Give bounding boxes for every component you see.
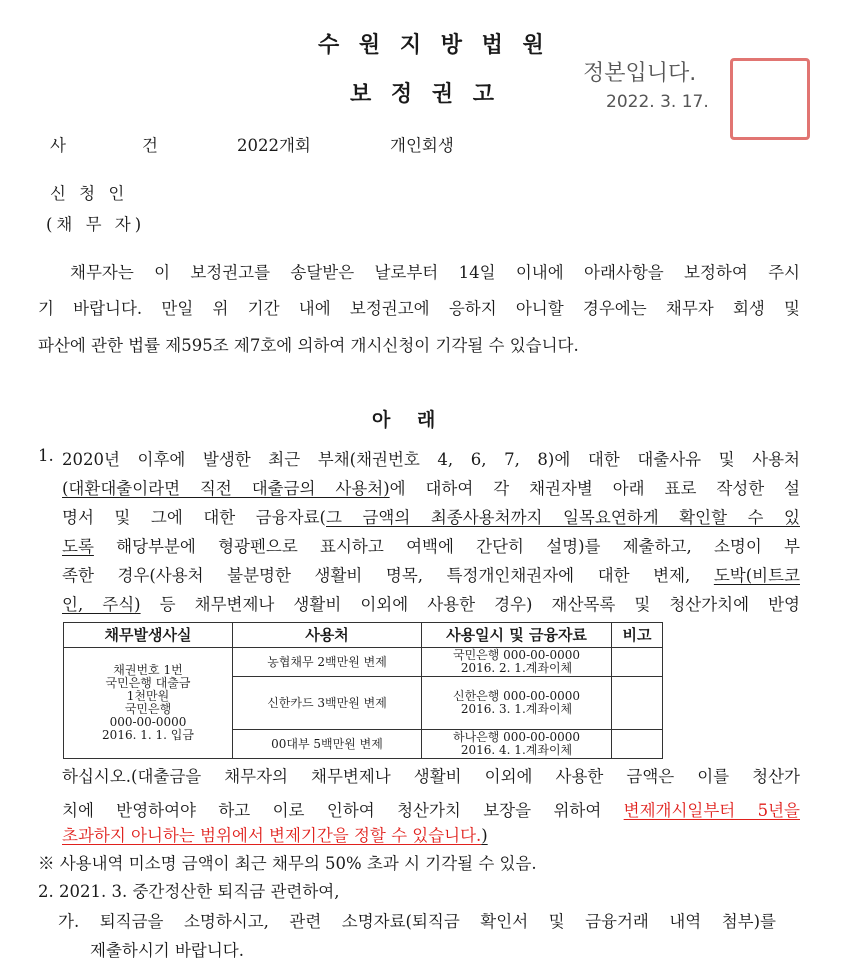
bank-account: 하나은행 000-00-0000 [452, 730, 580, 744]
case-label-2: 건 [142, 136, 158, 155]
underlined-text: (대환대출이라면 직전 대출금의 사용처) [62, 479, 390, 498]
item-1-line: 2020년 이후에 발생한 최근 부채(채권번호 4, 6, 7, 8)에 대한 대출사유 및 사용처 [62, 450, 800, 469]
court-seal [730, 58, 810, 140]
note-cell [612, 677, 663, 730]
intro-line: 기 바랍니다. 만일 위 기간 내에 보정권고에 응하지 아니할 경우에는 채무자 회생 및 [38, 299, 800, 318]
underlined-text: 그 금액의 최종사용처까지 일목요연하게 확인할 수 있 [326, 508, 800, 527]
fact-line: 2016. 1. 1. 입금 [102, 728, 194, 742]
item-1-line [62, 504, 800, 528]
bank-record-cell [422, 730, 612, 759]
table-header: 비고 [612, 623, 663, 648]
text: 명서 및 그에 대한 금융자료( [62, 508, 326, 527]
case-type: 개인회생 [390, 136, 454, 155]
underlined-text: 도박(비트코 [713, 566, 800, 585]
table-header: 사용일시 및 금융자료 [422, 623, 612, 648]
warning-note: ※ 사용내역 미소명 금액이 최근 채무의 50% 초과 시 기각될 수 있음. [38, 854, 537, 873]
bank-account: 국민은행 000-00-0000 [452, 648, 580, 662]
fact-line: 채권번호 1번 [113, 663, 183, 677]
usage-cell: 농협채무 2백만원 변제 [233, 648, 422, 677]
intro-line: 채무자는 이 보정권고를 송달받은 날로부터 14일 이내에 아래사항을 보정하여 주시 [70, 263, 800, 282]
text: 에 대하여 각 채권자별 아래 표로 작성한 설 [389, 479, 800, 498]
case-number: 2022개회 [237, 136, 311, 155]
item-1-number: 1. [38, 446, 54, 465]
item-1-line [62, 562, 800, 586]
note-cell [612, 730, 663, 759]
case-label-1: 사 [50, 136, 66, 155]
highlighted-text: 변제개시일부터 5년을 [623, 801, 800, 820]
text: 치에 반영하여야 하고 이로 인하여 청산가치 보장을 위하여 [62, 801, 624, 820]
usage-cell: 신한카드 3백만원 변제 [233, 677, 422, 730]
document-title: 보 정 권 고 [350, 82, 500, 107]
fact-line: 1천만원 [126, 689, 170, 703]
item-1-line [62, 797, 800, 821]
note-cell [612, 648, 663, 677]
bank-record-cell [422, 677, 612, 730]
fact-line: 국민은행 [124, 702, 172, 716]
bank-record-cell [422, 648, 612, 677]
debt-usage-table [63, 622, 663, 759]
underlined-text: 인, 주식) [62, 595, 141, 614]
applicant-label: 신 청 인 [50, 184, 129, 203]
debt-fact-cell [64, 648, 233, 759]
debtor-label: (채 무 자) [46, 215, 146, 234]
text: 등 채무변제나 생활비 이외에 사용한 경우) 재산목록 및 청산가치에 반영 [140, 595, 800, 614]
intro-line: 파산에 관한 법률 제595조 제7호에 의하여 개시신청이 기각될 수 있습니다. [38, 336, 579, 355]
text: ) [481, 826, 488, 845]
transfer-date: 2016. 4. 1.계좌이체 [460, 743, 573, 757]
below-heading: 아 래 [372, 409, 446, 431]
underlined-text: 도록 [62, 537, 94, 556]
item-2-line: 2. 2021. 3. 중간정산한 퇴직금 관련하여, [38, 882, 340, 901]
court-name: 수 원 지 방 법 원 [318, 33, 550, 58]
item-1-line [62, 533, 800, 557]
item-1-line [62, 822, 488, 846]
fact-line: 000-00-0000 [109, 715, 187, 729]
bank-account: 신한은행 000-00-0000 [452, 689, 580, 703]
item-1-line: 하십시오.(대출금을 채무자의 채무변제나 생활비 이외에 사용한 금액은 이를 청산가 [62, 767, 800, 786]
table-header: 채무발생사실 [64, 623, 233, 648]
transfer-date: 2016. 3. 1.계좌이체 [460, 702, 573, 716]
fact-line: 국민은행 대출금 [105, 676, 191, 690]
item-1-line [62, 591, 800, 615]
item-2-line: 제출하시기 바랍니다. [90, 941, 244, 960]
item-2-line: 가. 퇴직금을 소명하시고, 관련 소명자료(퇴직금 확인서 및 금융거래 내역 첨부)를 [58, 912, 776, 931]
text: 해당부분에 형광펜으로 표시하고 여백에 간단히 설명)를 제출하고, 소명이 부 [93, 537, 800, 556]
highlighted-text: 초과하지 아니하는 범위에서 변제기간을 정할 수 있습니다. [62, 826, 482, 845]
item-1-line [62, 475, 800, 499]
transfer-date: 2016. 2. 1.계좌이체 [460, 661, 573, 675]
certified-copy-label: 정본입니다. [583, 61, 697, 86]
usage-cell: 00대부 5백만원 변제 [233, 730, 422, 759]
text: 족한 경우(사용처 불분명한 생활비 명목, 특정개인채권자에 대한 변제, [62, 566, 714, 585]
certified-date: 2022. 3. 17. [606, 92, 709, 112]
table-header: 사용처 [233, 623, 422, 648]
